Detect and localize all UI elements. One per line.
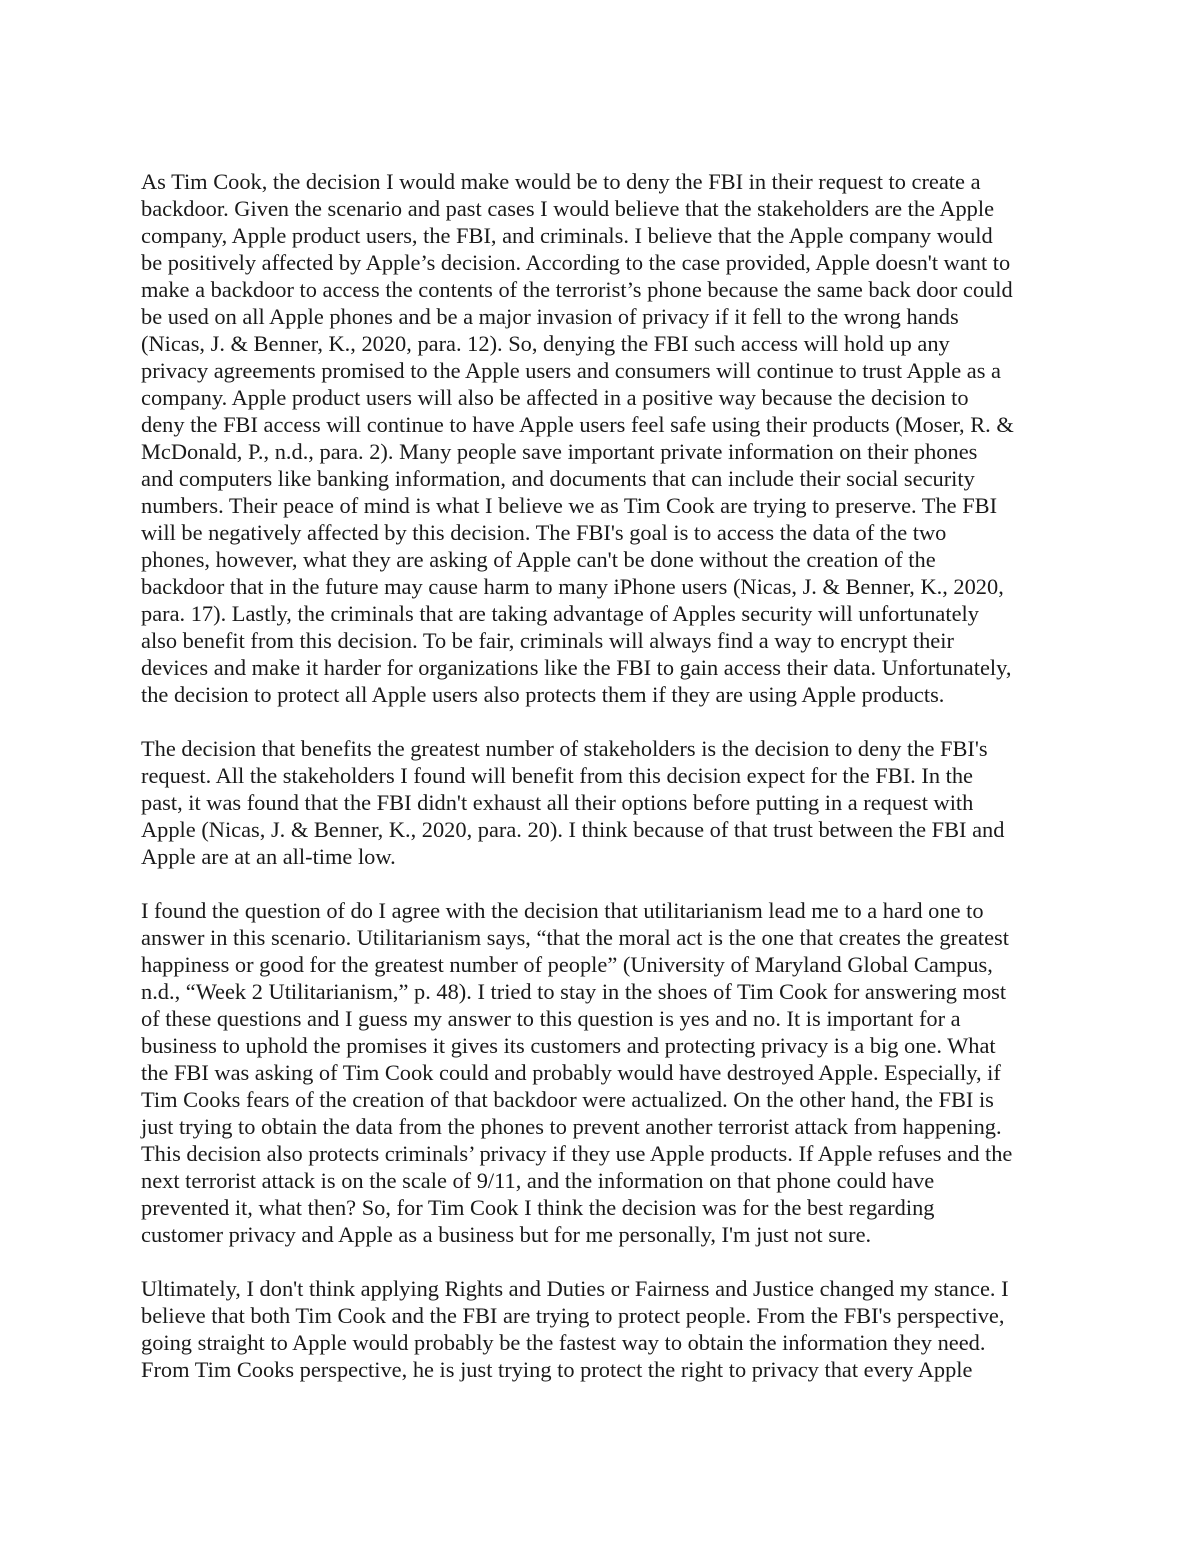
text-line: The decision that benefits the greatest number of stakeholders is the decision to deny the FBI's	[141, 736, 988, 761]
text-line: Tim Cooks fears of the creation of that backdoor were actualized. On the other hand, the FBI is	[141, 1087, 994, 1112]
paragraph	[141, 1275, 1066, 1383]
paragraph	[141, 168, 1066, 708]
text-line: answer in this scenario. Utilitarianism says, “that the moral act is the one that creates the greatest	[141, 925, 1009, 950]
text-line: the FBI was asking of Tim Cook could and probably would have destroyed Apple. Especially, if	[141, 1060, 1001, 1085]
text-line: will be negatively affected by this decision. The FBI's goal is to access the data of the two	[141, 520, 947, 545]
text-line: be positively affected by Apple’s decision. According to the case provided, Apple doesn't want to	[141, 250, 1011, 275]
text-line: request. All the stakeholders I found will benefit from this decision expect for the FBI. In the	[141, 763, 973, 788]
text-line: prevented it, what then? So, for Tim Cook I think the decision was for the best regarding	[141, 1195, 935, 1220]
text-line: company. Apple product users will also be affected in a positive way because the decision to	[141, 385, 969, 410]
text-line: backdoor that in the future may cause harm to many iPhone users (Nicas, J. & Benner, K., 2020,	[141, 574, 1004, 599]
text-line: believe that both Tim Cook and the FBI are trying to protect people. From the FBI's perspective,	[141, 1303, 1005, 1328]
text-line: deny the FBI access will continue to have Apple users feel safe using their products (Moser, R. &	[141, 412, 1014, 437]
text-line: privacy agreements promised to the Apple users and consumers will continue to trust Apple as a	[141, 358, 1001, 383]
text-line: Apple are at an all-time low.	[141, 844, 396, 869]
text-line: also benefit from this decision. To be fair, criminals will always find a way to encrypt their	[141, 628, 954, 653]
text-line: McDonald, P., n.d., para. 2). Many people save important private information on their phones	[141, 439, 978, 464]
text-line: make a backdoor to access the contents of the terrorist’s phone because the same back door could	[141, 277, 1013, 302]
text-line: company, Apple product users, the FBI, and criminals. I believe that the Apple company would	[141, 223, 993, 248]
text-line: devices and make it harder for organizations like the FBI to gain access their data. Unfortunately,	[141, 655, 1012, 680]
text-line: just trying to obtain the data from the phones to prevent another terrorist attack from happening.	[141, 1114, 1002, 1139]
text-line: past, it was found that the FBI didn't exhaust all their options before putting in a request with	[141, 790, 974, 815]
text-line: As Tim Cook, the decision I would make would be to deny the FBI in their request to create a	[141, 169, 981, 194]
text-line: Apple (Nicas, J. & Benner, K., 2020, para. 20). I think because of that trust between the FBI and	[141, 817, 1005, 842]
text-line: I found the question of do I agree with the decision that utilitarianism lead me to a hard one to	[141, 898, 984, 923]
text-line: numbers. Their peace of mind is what I believe we as Tim Cook are trying to preserve. The FBI	[141, 493, 998, 518]
text-line: para. 17). Lastly, the criminals that are taking advantage of Apples security will unfortunately	[141, 601, 979, 626]
text-line: phones, however, what they are asking of Apple can't be done without the creation of the	[141, 547, 936, 572]
paragraph	[141, 735, 1066, 870]
text-line: (Nicas, J. & Benner, K., 2020, para. 12). So, denying the FBI such access will hold up any	[141, 331, 950, 356]
text-line: This decision also protects criminals’ privacy if they use Apple products. If Apple refuses and the	[141, 1141, 1013, 1166]
text-line: backdoor. Given the scenario and past cases I would believe that the stakeholders are the Apple	[141, 196, 995, 221]
text-line: customer privacy and Apple as a business but for me personally, I'm just not sure.	[141, 1222, 872, 1247]
text-line: n.d., “Week 2 Utilitarianism,” p. 48). I tried to stay in the shoes of Tim Cook for answering most	[141, 979, 1007, 1004]
text-line: Ultimately, I don't think applying Rights and Duties or Fairness and Justice changed my stance. I	[141, 1276, 1009, 1301]
text-line: and computers like banking information, and documents that can include their social security	[141, 466, 975, 491]
text-line: business to uphold the promises it gives its customers and protecting privacy is a big one. What	[141, 1033, 996, 1058]
text-line: the decision to protect all Apple users also protects them if they are using Apple products.	[141, 682, 945, 707]
text-line: of these questions and I guess my answer to this question is yes and no. It is important for a	[141, 1006, 961, 1031]
text-line: be used on all Apple phones and be a major invasion of privacy if it fell to the wrong hands	[141, 304, 959, 329]
paragraph	[141, 897, 1066, 1248]
text-line: From Tim Cooks perspective, he is just trying to protect the right to privacy that every Apple	[141, 1357, 973, 1382]
text-line: going straight to Apple would probably be the fastest way to obtain the information they need.	[141, 1330, 986, 1355]
text-line: happiness or good for the greatest number of people” (University of Maryland Global Campus,	[141, 952, 993, 977]
document-body	[141, 168, 1066, 1410]
text-line: next terrorist attack is on the scale of 9/11, and the information on that phone could have	[141, 1168, 935, 1193]
